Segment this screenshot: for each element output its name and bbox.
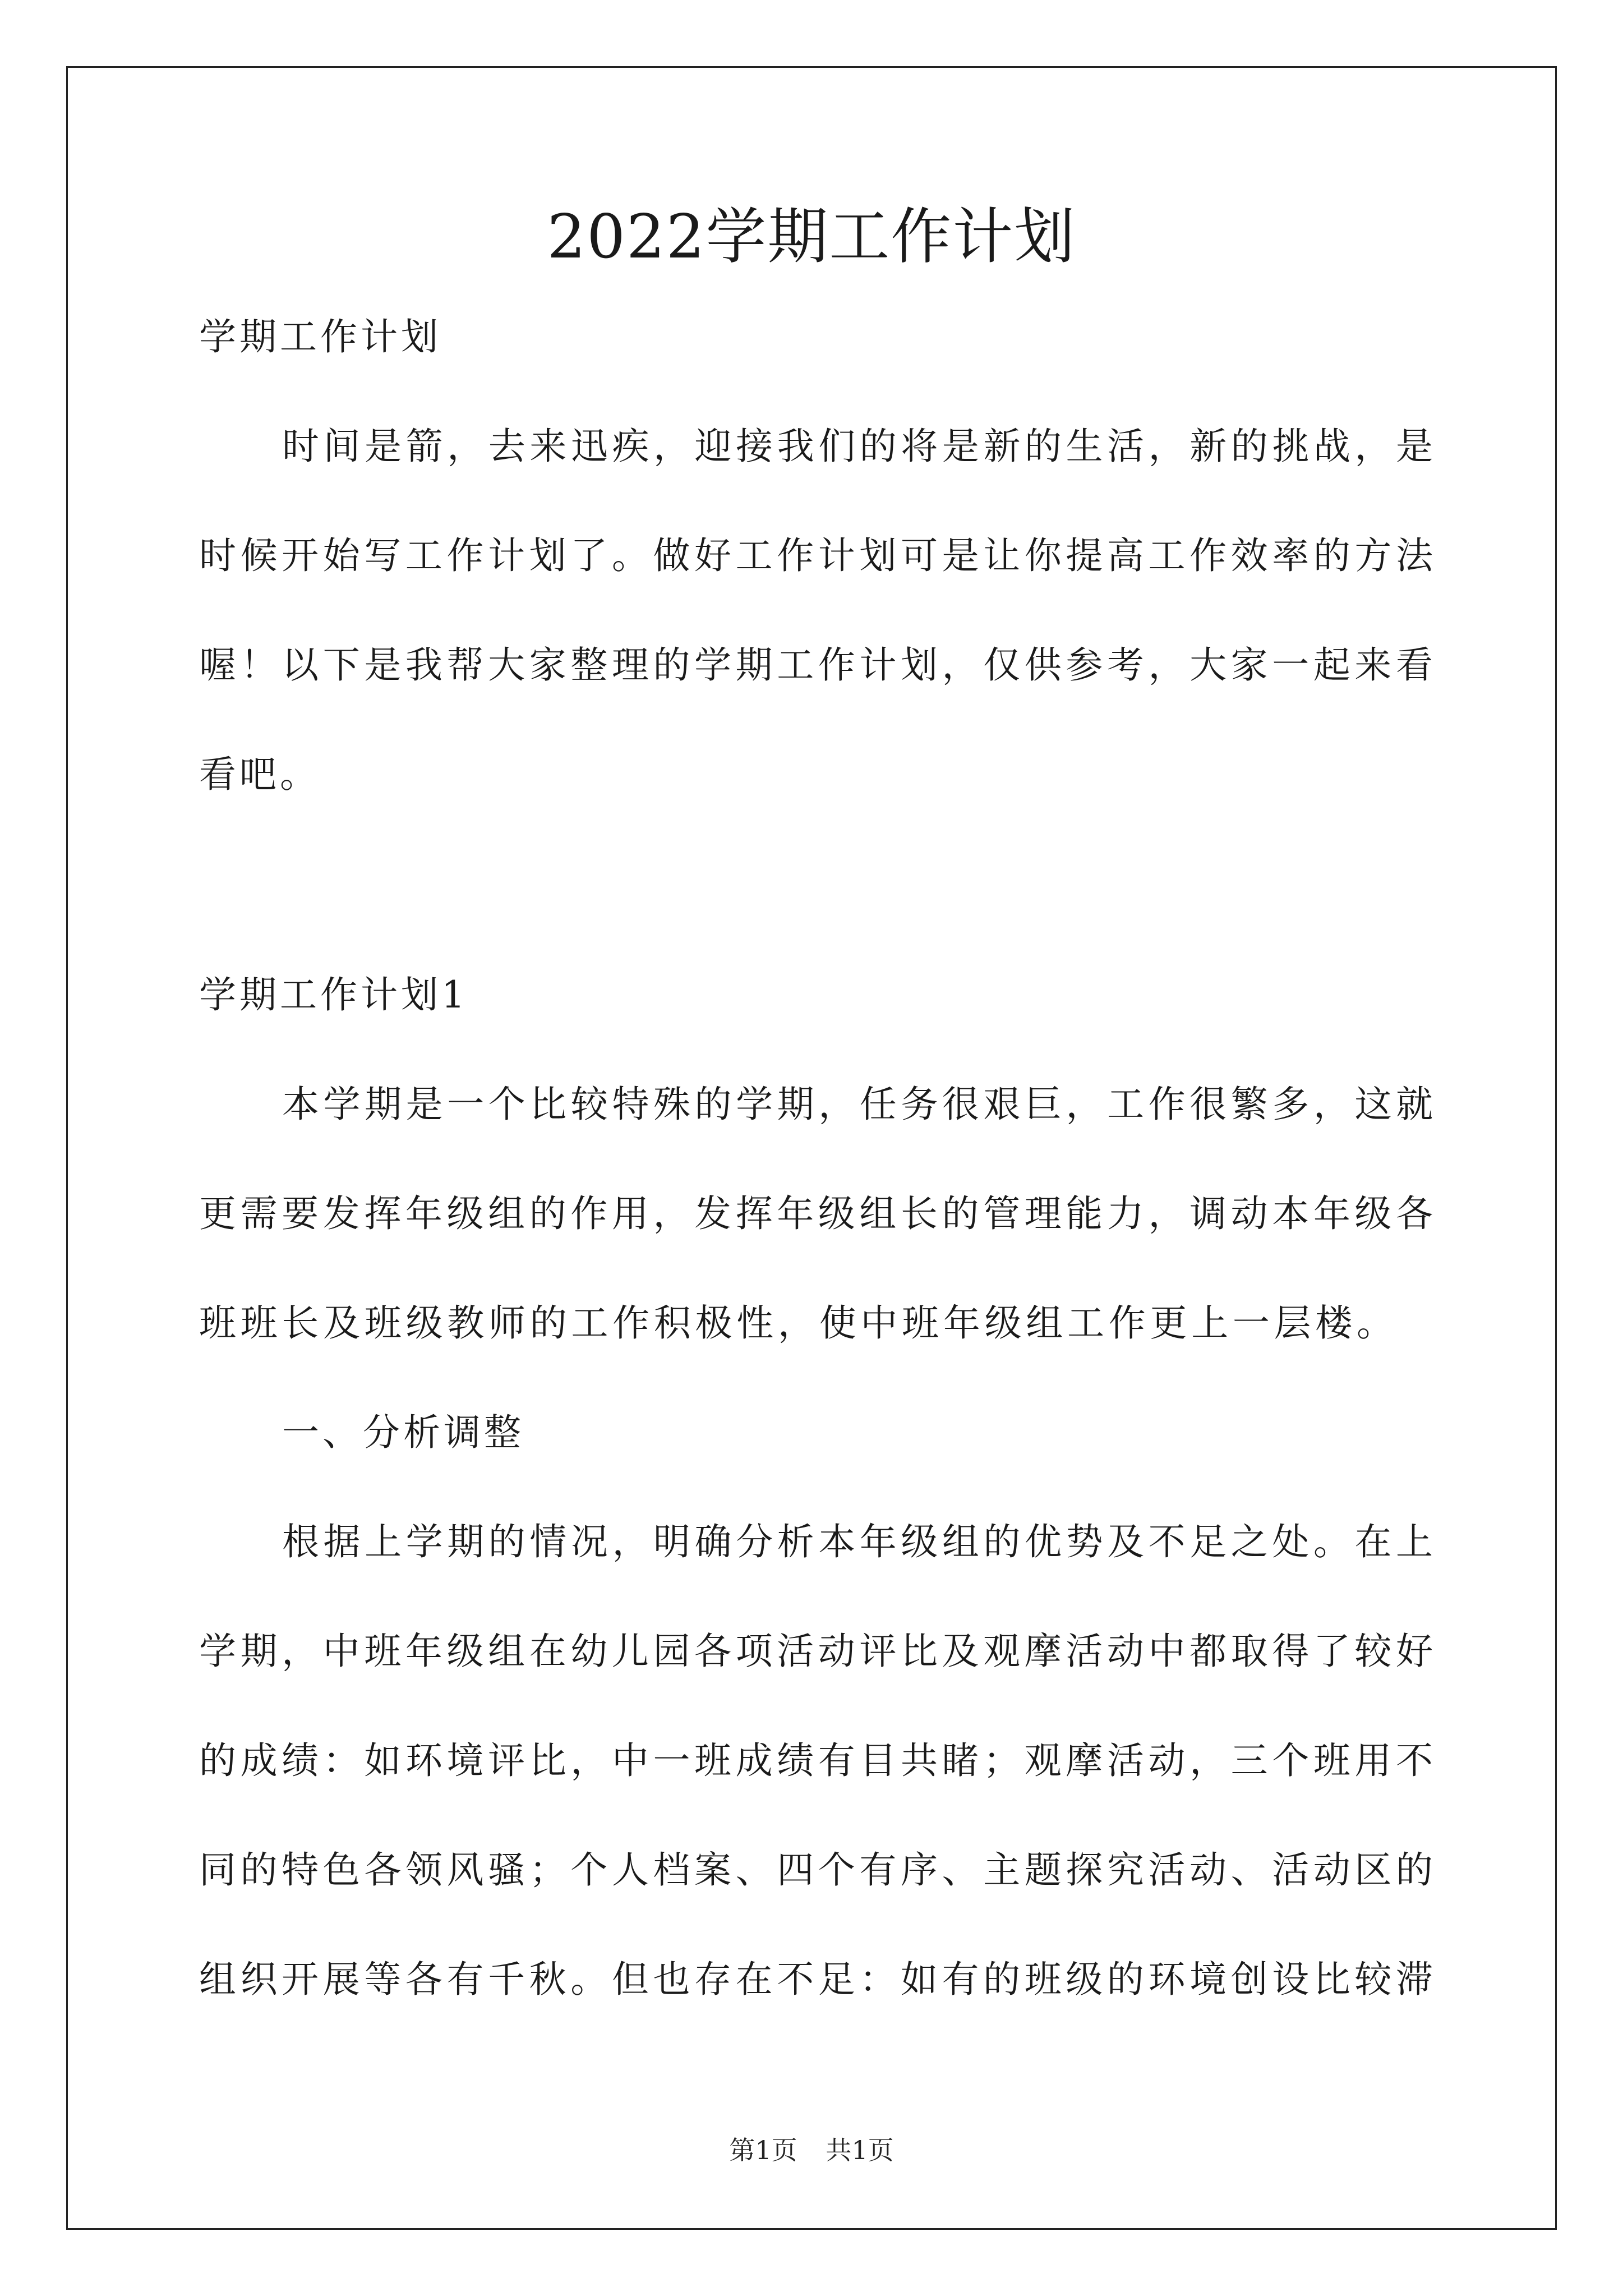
section-heading: 学期工作计划 (199, 315, 441, 358)
paragraph-line: 更需要发挥年级组的作用，发挥年级组长的管理能力，调动本年级各 (199, 1192, 1433, 1235)
title-container (0, 198, 1623, 277)
page-footer (0, 2133, 1623, 2167)
document-title: 2022学期工作计划 (547, 202, 1076, 272)
page-number: 第1页 (729, 2135, 797, 2165)
section-heading: 学期工作计划1 (199, 973, 468, 1016)
paragraph-line: 本学期是一个比较特殊的学期，任务很艰巨，工作很繁多，这就 (282, 1083, 1433, 1126)
paragraph-line: 时间是箭，去来迅疾，迎接我们的将是新的生活，新的挑战，是 (282, 425, 1433, 468)
paragraph-line: 组织开展等各有千秋。但也存在不足：如有的班级的环境创设比较滞 (199, 1958, 1433, 2001)
page-count: 共1页 (826, 2135, 894, 2165)
paragraph-line: 时候开始写工作计划了。做好工作计划可是让你提高工作效率的方法 (199, 534, 1433, 577)
paragraph-line: 班班长及班级教师的工作积极性，使中班年级组工作更上一层楼。 (199, 1301, 1394, 1345)
paragraph-line: 同的特色各领风骚；个人档案、四个有序、主题探究活动、活动区的 (199, 1848, 1433, 1892)
page-border (66, 66, 1557, 2230)
paragraph-line: 的成绩：如环境评比，中一班成绩有目共睹；观摩活动，三个班用不 (199, 1739, 1433, 1782)
paragraph-line: 学期，中班年级组在幼儿园各项活动评比及观摩活动中都取得了较好 (199, 1630, 1433, 1673)
paragraph-line: 根据上学期的情况，明确分析本年级组的优势及不足之处。在上 (282, 1520, 1433, 1563)
paragraph-line: 看吧。 (199, 753, 320, 796)
subsection-heading: 一、分析调整 (282, 1411, 524, 1454)
paragraph-line: 喔！以下是我帮大家整理的学期工作计划，仅供参考，大家一起来看 (199, 643, 1433, 687)
